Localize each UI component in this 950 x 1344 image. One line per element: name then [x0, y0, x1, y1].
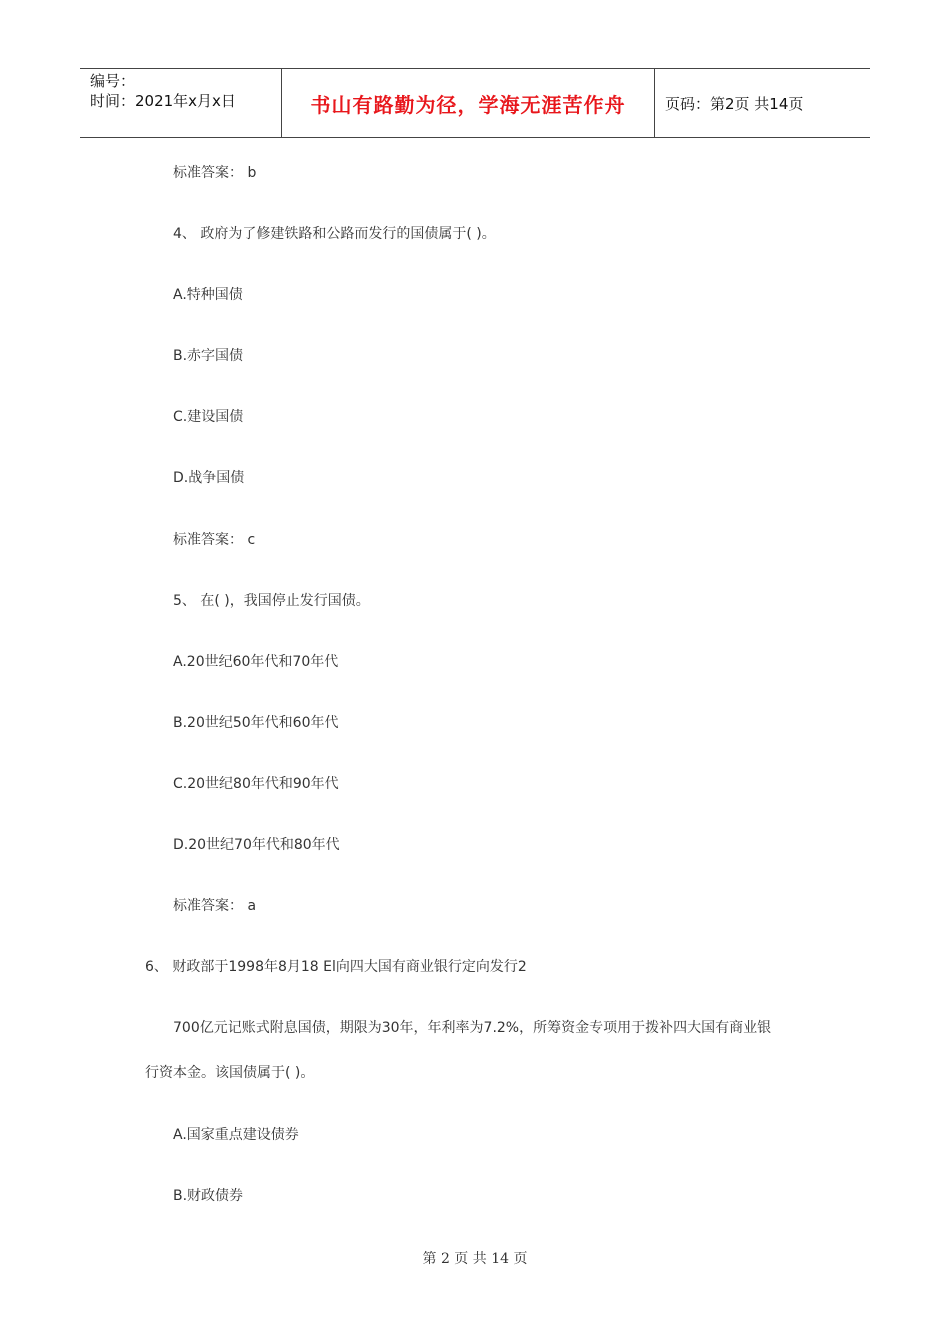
q6-option-a: A.国家重点建设债券	[173, 1127, 299, 1143]
page-header	[80, 68, 870, 138]
header-page-number: 页码：第2页 共14页	[665, 94, 804, 113]
question-6: 6、 财政部于1998年8月18 El向四大国有商业银行定向发行2	[145, 959, 527, 975]
question-5: 5、 在( )，我国停止发行国债。	[173, 593, 370, 609]
question-6-end: 行资本金。该国债属于( )。	[145, 1065, 315, 1081]
answer-q5: 标准答案： a	[173, 898, 257, 914]
q4-option-b: B.赤字国债	[173, 348, 244, 364]
q4-option-d: D.战争国债	[173, 470, 245, 486]
q5-option-d: D.20世纪70年代和80年代	[173, 837, 340, 853]
q4-option-c: C.建设国债	[173, 409, 244, 425]
page-footer: 第 2 页 共 14 页	[422, 1251, 528, 1267]
question-6-continued: 700亿元记账式附息国债，期限为30年，年利率为7.2%，所筹资金专项用于拨补四大国有商业银	[173, 1020, 772, 1036]
header-motto: 书山有路勤为径，学海无涯苦作舟	[282, 69, 655, 137]
q4-option-a: A.特种国债	[173, 287, 243, 303]
answer-q4: 标准答案： c	[173, 532, 256, 548]
document-number-label: 编号：	[90, 72, 136, 90]
q6-option-b: B.财政债券	[173, 1188, 244, 1204]
answer-q3: 标准答案： b	[173, 165, 257, 181]
question-4: 4、 政府为了修建铁路和公路而发行的国债属于( )。	[173, 226, 496, 242]
document-time-label: 时间：2021年x月x日	[90, 92, 236, 110]
header-meta	[80, 69, 282, 137]
q5-option-c: C.20世纪80年代和90年代	[173, 776, 339, 792]
q5-option-b: B.20世纪50年代和60年代	[173, 715, 339, 731]
q5-option-a: A.20世纪60年代和70年代	[173, 654, 339, 670]
